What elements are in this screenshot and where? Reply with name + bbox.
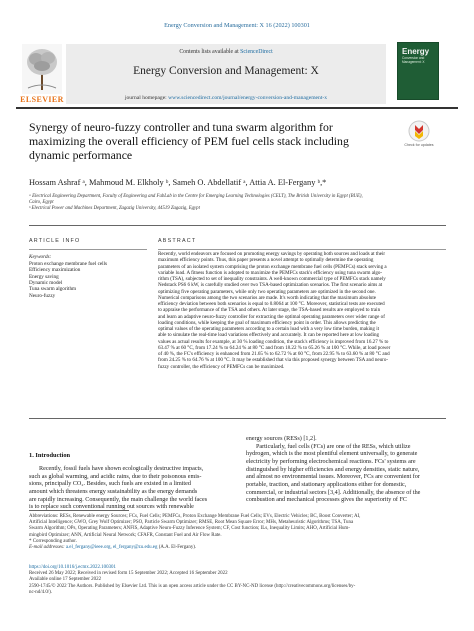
abbreviations-footnote — [29, 514, 446, 551]
abstract-line: efficiency deviation between both scenarios is equal to 0.8064 at 100 °C. Moreover, statistical tests are executed — [158, 301, 385, 307]
crossmark-icon[interactable] — [408, 120, 430, 142]
footnote-line: Artificial Intelligence; GWO, Grey Wolf Optimizer; PSO, Particle Swarm Optimizer; RMSE, Root Mean Square Error; MHs, Metaheuristic Algorithms; TSA, Tuna — [29, 520, 354, 526]
journal-cover-thumbnail[interactable] — [397, 42, 439, 100]
abstract-rule — [158, 249, 446, 250]
body-line: commercial, or industrial sectors [3,4]. Additionally, the absence of the — [246, 489, 421, 496]
footnote-line: mingbird Optimizer; ANN, Artificial Neural Network; CFAFR, Constant Fuel and Air Flow Rate. — [29, 532, 222, 538]
body-line: Particularly, fuel cells (FCs) are one of the RESs, which utilize — [256, 443, 411, 450]
abstract-line: Recently, world endeavors are focused on promoting energy savings by operating both sources and loads at their — [158, 251, 386, 257]
affiliation-line: ᵇ Electrical Power and Machines Department, Zagazig University, 44519 Zagazig, Egypt — [29, 206, 200, 211]
license-line[interactable]: nc-nd/4.0/). — [29, 589, 53, 595]
body-line: such as global warming, and acidic rains, due to their poisonous emis- — [29, 473, 202, 480]
keyword: Proton exchange membrane fuel cells — [29, 261, 108, 267]
abstract-heading: ABSTRACT — [158, 238, 197, 244]
email-prefix: E-mail addresses: — [29, 545, 66, 551]
journal-reference[interactable]: Energy Conversion and Management: X 16 (2022) 100301 — [164, 22, 310, 29]
homepage-link[interactable]: www.sciencedirect.com/journal/energy-conversion-and-management-x — [168, 95, 328, 101]
elsevier-tree-logo — [22, 44, 62, 94]
affiliation-a — [29, 194, 459, 212]
body-line: and almost no environmental issues. Moreover, FCs are convenient for — [246, 474, 420, 481]
body-line: are rapidly increasing. Consequently, the main challenge the world faces — [29, 496, 208, 503]
homepage-prefix: journal homepage: — [124, 95, 169, 101]
keyword: Efficiency maximization — [29, 267, 81, 274]
body-line: hydrogen, which is the most plentiful element universally, to generate — [246, 451, 418, 458]
email-line — [29, 545, 446, 551]
homepage-line — [66, 95, 386, 101]
abstract-line: optimal values of the operating parameters according to a certain load with a very low time burden, making it — [158, 326, 380, 332]
abstract-line: loading conditions, while keeping the goal of maximum efficiency point in order. This allows predicting the — [158, 319, 376, 326]
body-line: is to replace such conventional running out sources with renewable — [29, 504, 194, 511]
footnote-line: Swarm Algorithm; OPs, Operating Parameters; ANFIS, Adaptive Neuro-Fuzzy Inference System; CF, Cost function; ILs, Inequality Limits; AHO, Artificial Hum- — [29, 526, 350, 532]
sciencedirect-link[interactable]: ScienceDirect — [240, 49, 273, 55]
affiliation-line: Cairo, Egypt — [29, 200, 54, 205]
abstract-line: 63.47 % at 60 °C, from 17.24 % to 64.24 % at 80 °C and from 18.22 % to 65.26 % at 100 °C. While, at load power — [158, 344, 391, 351]
footnote-divider — [29, 510, 129, 511]
footnote-line: Abbreviations: RESs, Renewable energy Sources; FCs, Fuel Cells; PEMFCs, Proton Exchange Membrane Fuel Cells; EVs, Electric Vehicles; BC, Boost Converter; AI, — [29, 514, 361, 519]
abstract-line: maximum efficiency points. Thus, this paper presents a novel attempt to optimally determine the operating — [158, 257, 374, 264]
title-line: Synergy of neuro-fuzzy controller and tuna swarm algorithm for — [29, 120, 333, 134]
contents-prefix: Contents lists available at — [179, 49, 241, 55]
contents-line — [66, 49, 386, 55]
abstract-bottom-rule — [29, 418, 446, 419]
keyword: Tuna swarm algorithm — [29, 286, 77, 293]
body-line: Recently, fossil fuels have shown ecologically destructive impacts, — [39, 466, 204, 472]
email-links[interactable]: a.el_fergany@ieee.org, el_fergany@zu.edu.eg — [65, 545, 158, 551]
keyword: Dynamic model — [29, 280, 63, 287]
keywords-label: Keywords: — [29, 254, 52, 260]
crossmark-label: Check for updates — [404, 143, 434, 147]
publisher-logo-text: ELSEVIER — [20, 95, 64, 104]
email-suffix: (A.A. El-Fergany). — [157, 545, 197, 551]
keyword: Energy saving — [29, 273, 59, 280]
affiliation-line: ᵃ Electrical Engineering Department, Faculty of Engineering and FabLab in the Centre for Emerging Learning Technologies (CELT), The British University in Egypt (BUE), — [29, 194, 363, 199]
abstract-line: parameters of an isolated system comprising the proton exchange membrane fuel cells (PEMFCs) stack serving a — [158, 263, 387, 270]
title-line: maximizing the overall efficiency of PEM fuel cells stack including — [29, 134, 349, 148]
abstract-line: and learn an adaptive neuro-fuzzy controller for extracting the optimal operating parameters over wider range of — [158, 313, 385, 320]
keywords-list — [29, 261, 107, 299]
license-line[interactable]: 2590-1745/© 2022 The Authors. Published by Elsevier Ltd. This is an open access article under the CC BY-NC-ND license (http://creativecommons.org/licenses/by- — [29, 583, 356, 589]
keyword: Neuro-fuzzy — [29, 292, 56, 299]
abstract-body — [158, 251, 446, 370]
abstract-line: rithm (TSA), subjected to set of inequality constraints. A well-known commercial type of PEMFCs stack namely — [158, 276, 386, 282]
article-info-rule — [29, 249, 147, 250]
header-divider — [16, 107, 458, 109]
affiliation-divider — [29, 225, 446, 226]
cover-subtitle: Conversion and Management: X — [402, 56, 425, 64]
abstract-line: able to simulate the real-time load variations effectively and accurately. It can be reported here at low loading — [158, 332, 379, 339]
abstract-line: to appraise the performance of the TSA and others. At later stage, the TSA-based results are employed to train — [158, 307, 381, 314]
received-dates: Received 26 May 2022; Received in revised form 15 September 2022; Accepted 16 September 2022 — [29, 571, 228, 577]
introduction-left-column — [29, 466, 235, 512]
article-info-heading: ARTICLE INFO — [29, 238, 81, 244]
body-line: electricity by performing electrochemical reactions. FCs' systems are — [246, 458, 416, 465]
body-line: amount which threatens energy sustainability as the energy demands — [29, 488, 198, 495]
abstract-line: of 40 %, the FC's efficiency is enhanced from 21.65 % to 62.72 % at 60 °C, from 22.95 % to 63.60 % at 80 °C and — [158, 351, 390, 357]
article-metadata — [29, 565, 446, 596]
body-line: combustion and mechanical processes gives the superiority of FC — [246, 497, 407, 504]
doi-link[interactable]: https://doi.org/10.1016/j.ecmx.2022.100301 — [29, 565, 116, 570]
body-line: sions, principally CO₂. Besides, such fuels are existed in a limited — [29, 481, 191, 488]
title-line: dynamic performance — [29, 148, 133, 162]
introduction-heading: 1. Introduction — [29, 452, 71, 459]
abstract-line: from 24.25 % to 64.76 % at 100 °C. It may be established that via this proposed synergy between TSA and neuro- — [158, 357, 389, 364]
abstract-line: Numerical comparisons among the two scenarios are made. It's worth indicating that the maximum absolute — [158, 294, 377, 301]
corresponding-author-note: * Corresponding author. — [29, 538, 77, 544]
author-list[interactable]: Hossam Ashraf ᵃ, Mahmoud M. Elkholy ᵇ, Sameh O. Abdellatif ᵃ, Attia A. El-Fergany ᵇ,* — [29, 178, 327, 187]
body-line: energy sources (RESs) [1,2]. — [246, 436, 317, 442]
available-online: Available online 17 September 2022 — [29, 577, 102, 583]
introduction-right-column — [246, 436, 446, 505]
body-line: portable, traction, and stationary applications either for domestic, — [246, 481, 407, 488]
body-line: distinguished by higher efficiencies and energy densities, static nature, — [246, 466, 420, 473]
cover-title: Energy — [402, 47, 430, 56]
journal-title[interactable]: Energy Conversion and Management: X — [133, 65, 319, 77]
abstract-line: values as actual results for example, at 30 % loading condition, the stack's efficiency is improved from 16.27 % to — [158, 338, 389, 345]
abstract-line: fuzzy controller, the efficiency of PEMFCs can be maximized. — [158, 363, 285, 370]
article-title — [29, 120, 409, 162]
abstract-line: variable load. A fitness function is adopted to maximize the PEMFCs stack's efficiency using tuna swarm algo- — [158, 269, 383, 276]
abstract-line: optimizing five operating parameters, while only two operating parameters are optimized in the second one. — [158, 288, 376, 295]
abstract-line: Nedstack PS6 6 kW, is carefully studied over two TSA-based optimization scenarios. The first scenario aims at — [158, 282, 383, 289]
